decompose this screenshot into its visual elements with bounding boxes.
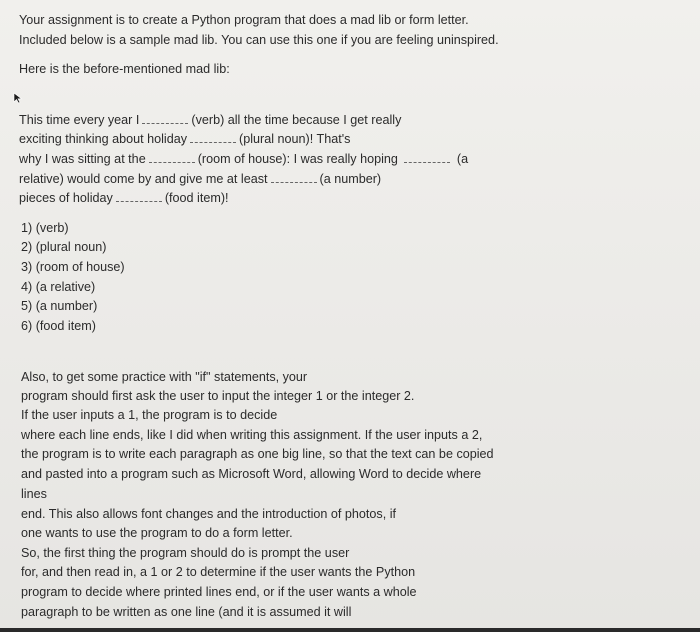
- blank-room: [149, 152, 195, 163]
- list-item: 6) (food item): [21, 319, 96, 333]
- instruction-line: and pasted into a program such as Microsoft Word, allowing Word to decide where: [21, 467, 482, 481]
- madlib-line-2: exciting thinking about holiday (plural noun)! That's: [19, 132, 351, 146]
- madlib-line-1: This time every year I (verb) all the time because I get really: [19, 113, 402, 127]
- blank-relative: [404, 152, 450, 163]
- list-item: 2) (plural noun): [21, 240, 107, 254]
- blank-verb: [142, 113, 188, 124]
- list-item: 4) (a relative): [21, 280, 96, 294]
- instruction-line: one wants to use the program to do a form letter.: [21, 526, 293, 540]
- intro-line-2: Included below is a sample mad lib. You can use this one if you are feeling uninspired.: [19, 33, 499, 47]
- instruction-line: program should first ask the user to input the integer 1 or the integer 2.: [21, 389, 415, 403]
- instruction-line: program to decide where printed lines end, or if the user wants a whole: [21, 585, 417, 599]
- instruction-line: If the user inputs a 1, the program is to decide: [21, 408, 278, 422]
- list-item: 1) (verb): [21, 221, 69, 235]
- instruction-line: end. This also allows font changes and the introduction of photos, if: [21, 507, 397, 521]
- list-item: 5) (a number): [21, 299, 98, 313]
- blank-number: [271, 172, 317, 183]
- madlib-line-5: pieces of holiday (food item)!: [19, 191, 229, 205]
- instruction-line: paragraph to be written as one line (and it is assumed it will: [21, 605, 352, 619]
- instruction-line: So, the first thing the program should do is prompt the user: [21, 546, 350, 560]
- intro-line-3: Here is the before-mentioned mad lib:: [19, 62, 230, 76]
- list-item: 3) (room of house): [21, 260, 125, 274]
- instruction-line: Also, to get some practice with "if" statements, your: [21, 370, 308, 384]
- intro-line-1: Your assignment is to create a Python program that does a mad lib or form letter.: [19, 13, 469, 27]
- blank-food: [116, 191, 162, 202]
- bottom-edge: [0, 628, 700, 632]
- madlib-line-4: relative) would come by and give me at least (a number): [19, 172, 382, 186]
- instruction-line: for, and then read in, a 1 or 2 to determine if the user wants the Python: [21, 565, 416, 579]
- instruction-line: the program is to write each paragraph as one big line, so that the text can be copied: [21, 447, 494, 461]
- instruction-line: lines: [21, 487, 47, 501]
- instruction-line: where each line ends, like I did when writing this assignment. If the user inputs a 2,: [21, 428, 483, 442]
- madlib-line-3: why I was sitting at the (room of house): I was really hoping (a: [19, 152, 469, 166]
- blank-plural-noun: [190, 132, 236, 143]
